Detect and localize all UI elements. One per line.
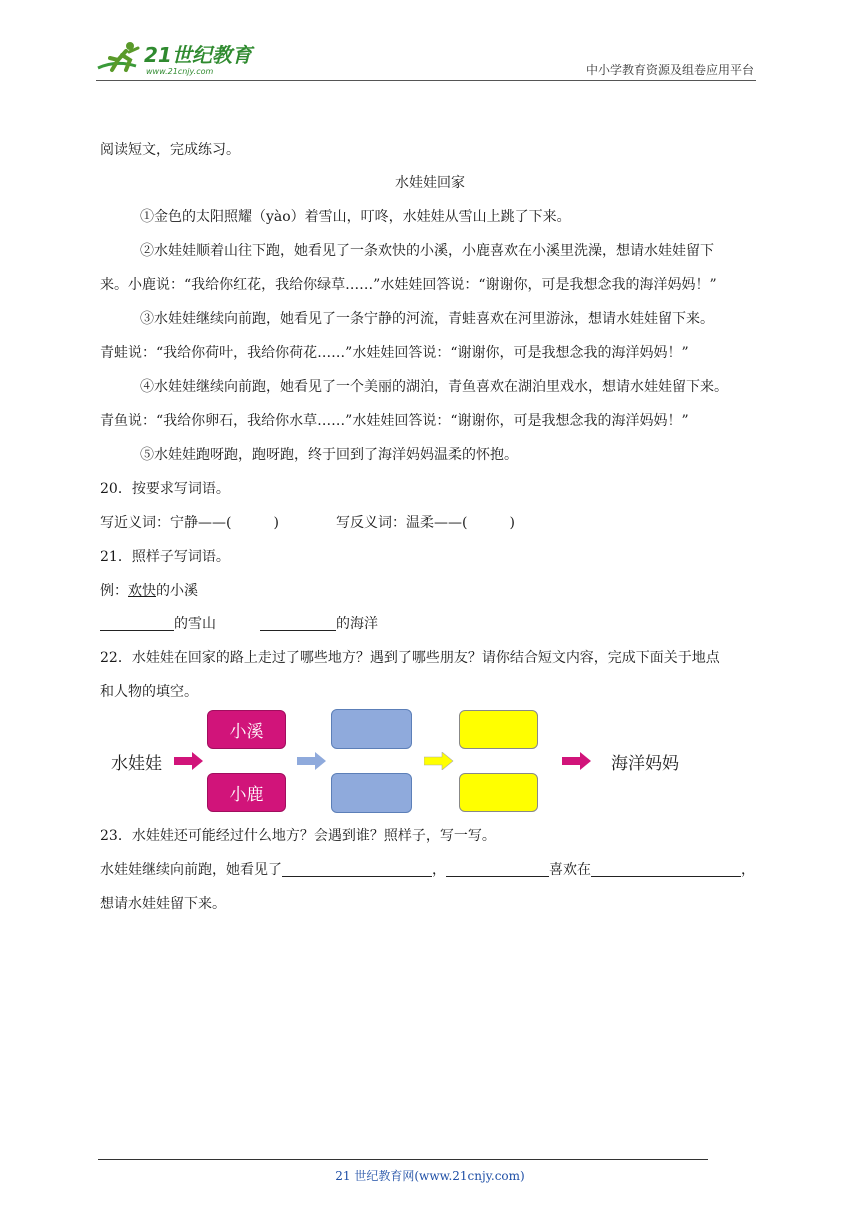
footer-divider: [98, 1159, 708, 1160]
activity-blank[interactable]: [591, 861, 741, 877]
paragraph-3-line-2: 青蛙说：“我给你荷叶，我给你荷花……”水娃娃回答说：“谢谢你，可是我想念我的海洋妈妈！”: [100, 345, 689, 361]
q20-synonym: [100, 513, 279, 533]
paragraph-2-line-2: 来。小鹿说：“我给你红花，我给你绿草……”水娃娃回答说：“谢谢你，可是我想念我的海洋妈妈！”: [100, 277, 717, 293]
friend-1-box: 小鹿: [207, 773, 286, 812]
antonym-label: 写反义词：温柔——(: [336, 515, 468, 531]
arrow-right-icon: [174, 752, 204, 770]
question-23: 23．水娃娃还可能经过什么地方？会遇到谁？照样子，写一写。: [100, 828, 496, 844]
synonym-label: 写近义词：宁静——(: [100, 515, 232, 531]
arrow-right-icon: [562, 752, 592, 770]
logo-url: www.21cnjy.com: [146, 67, 214, 76]
item-2-blank[interactable]: [260, 615, 336, 631]
paragraph-4-line-1: ④水娃娃继续向前跑，她看见了一个美丽的湖泊，青鱼喜欢在湖泊里戏水，想请水娃娃留下来。: [140, 379, 728, 395]
synonym-close: ): [273, 515, 279, 531]
q23-answer-line: [100, 860, 755, 880]
antonym-close: ): [509, 515, 515, 531]
friend-3-box[interactable]: [459, 773, 538, 812]
example-word: 欢快: [128, 583, 156, 599]
q20-antonym: [336, 513, 515, 533]
place-1-box: 小溪: [207, 710, 286, 749]
place-blank[interactable]: [282, 861, 432, 877]
paragraph-3-line-1: ③水娃娃继续向前跑，她看见了一条宁静的河流，青蛙喜欢在河里游泳，想请水娃娃留下来。: [140, 311, 714, 327]
q23-line-2: 想请水娃娃留下来。: [100, 896, 226, 912]
friend-2-box[interactable]: [331, 773, 412, 813]
q23-prefix: 水娃娃继续向前跑，她看见了: [100, 862, 282, 878]
logo-title: 21世纪教育: [144, 43, 252, 67]
site-logo: [96, 38, 256, 78]
place-2-box[interactable]: [331, 709, 412, 749]
comma-1: ，: [432, 862, 446, 878]
arrow-right-icon: [297, 752, 327, 770]
passage-title: 水娃娃回家: [395, 175, 465, 191]
example-prefix: 例：: [100, 583, 128, 599]
q21-example: [100, 581, 198, 601]
paragraph-2-line-1: ②水娃娃顺着山往下跑，她看见了一条欢快的小溪，小鹿喜欢在小溪里洗澡，想请水娃娃留下: [140, 243, 714, 259]
header-platform-name: 中小学教育资源及组卷应用平台: [585, 63, 754, 77]
header-divider: [96, 80, 756, 81]
example-suffix: 的小溪: [156, 583, 198, 599]
item-1-blank[interactable]: [100, 615, 174, 631]
q21-item-1: [100, 614, 216, 634]
footer-link[interactable]: 21 世纪教育网(www.21cnjy.com): [335, 1169, 525, 1183]
diagram-start-label: 水娃娃: [111, 754, 162, 774]
q21-item-2: [260, 614, 378, 634]
paragraph-5: ⑤水娃娃跑呀跑，跑呀跑，终于回到了海洋妈妈温柔的怀抱。: [140, 447, 518, 463]
diagram-end-label: 海洋妈妈: [611, 754, 679, 774]
animal-blank[interactable]: [446, 861, 549, 877]
question-22-line-2: 和人物的填空。: [100, 684, 198, 700]
paragraph-4-line-2: 青鱼说：“我给你卵石，我给你水草……”水娃娃回答说：“谢谢你，可是我想念我的海洋妈妈！”: [100, 413, 689, 429]
paragraph-1: ①金色的太阳照耀（yào）着雪山，叮咚，水娃娃从雪山上跳了下来。: [140, 209, 571, 225]
runner-logo-icon: [96, 38, 266, 80]
item-2-label: 的海洋: [336, 616, 378, 632]
comma-2: ，: [741, 862, 755, 878]
question-20: 20．按要求写词语。: [100, 481, 230, 497]
question-21: 21．照样子写词语。: [100, 549, 230, 565]
reading-instruction: 阅读短文，完成练习。: [100, 142, 240, 158]
item-1-label: 的雪山: [174, 616, 216, 632]
place-3-box[interactable]: [459, 710, 538, 749]
question-22-line-1: 22．水娃娃在回家的路上走过了哪些地方？遇到了哪些朋友？请你结合短文内容，完成下面关于地点: [100, 650, 720, 666]
arrow-right-icon: [424, 752, 454, 770]
likes-label: 喜欢在: [549, 862, 591, 878]
